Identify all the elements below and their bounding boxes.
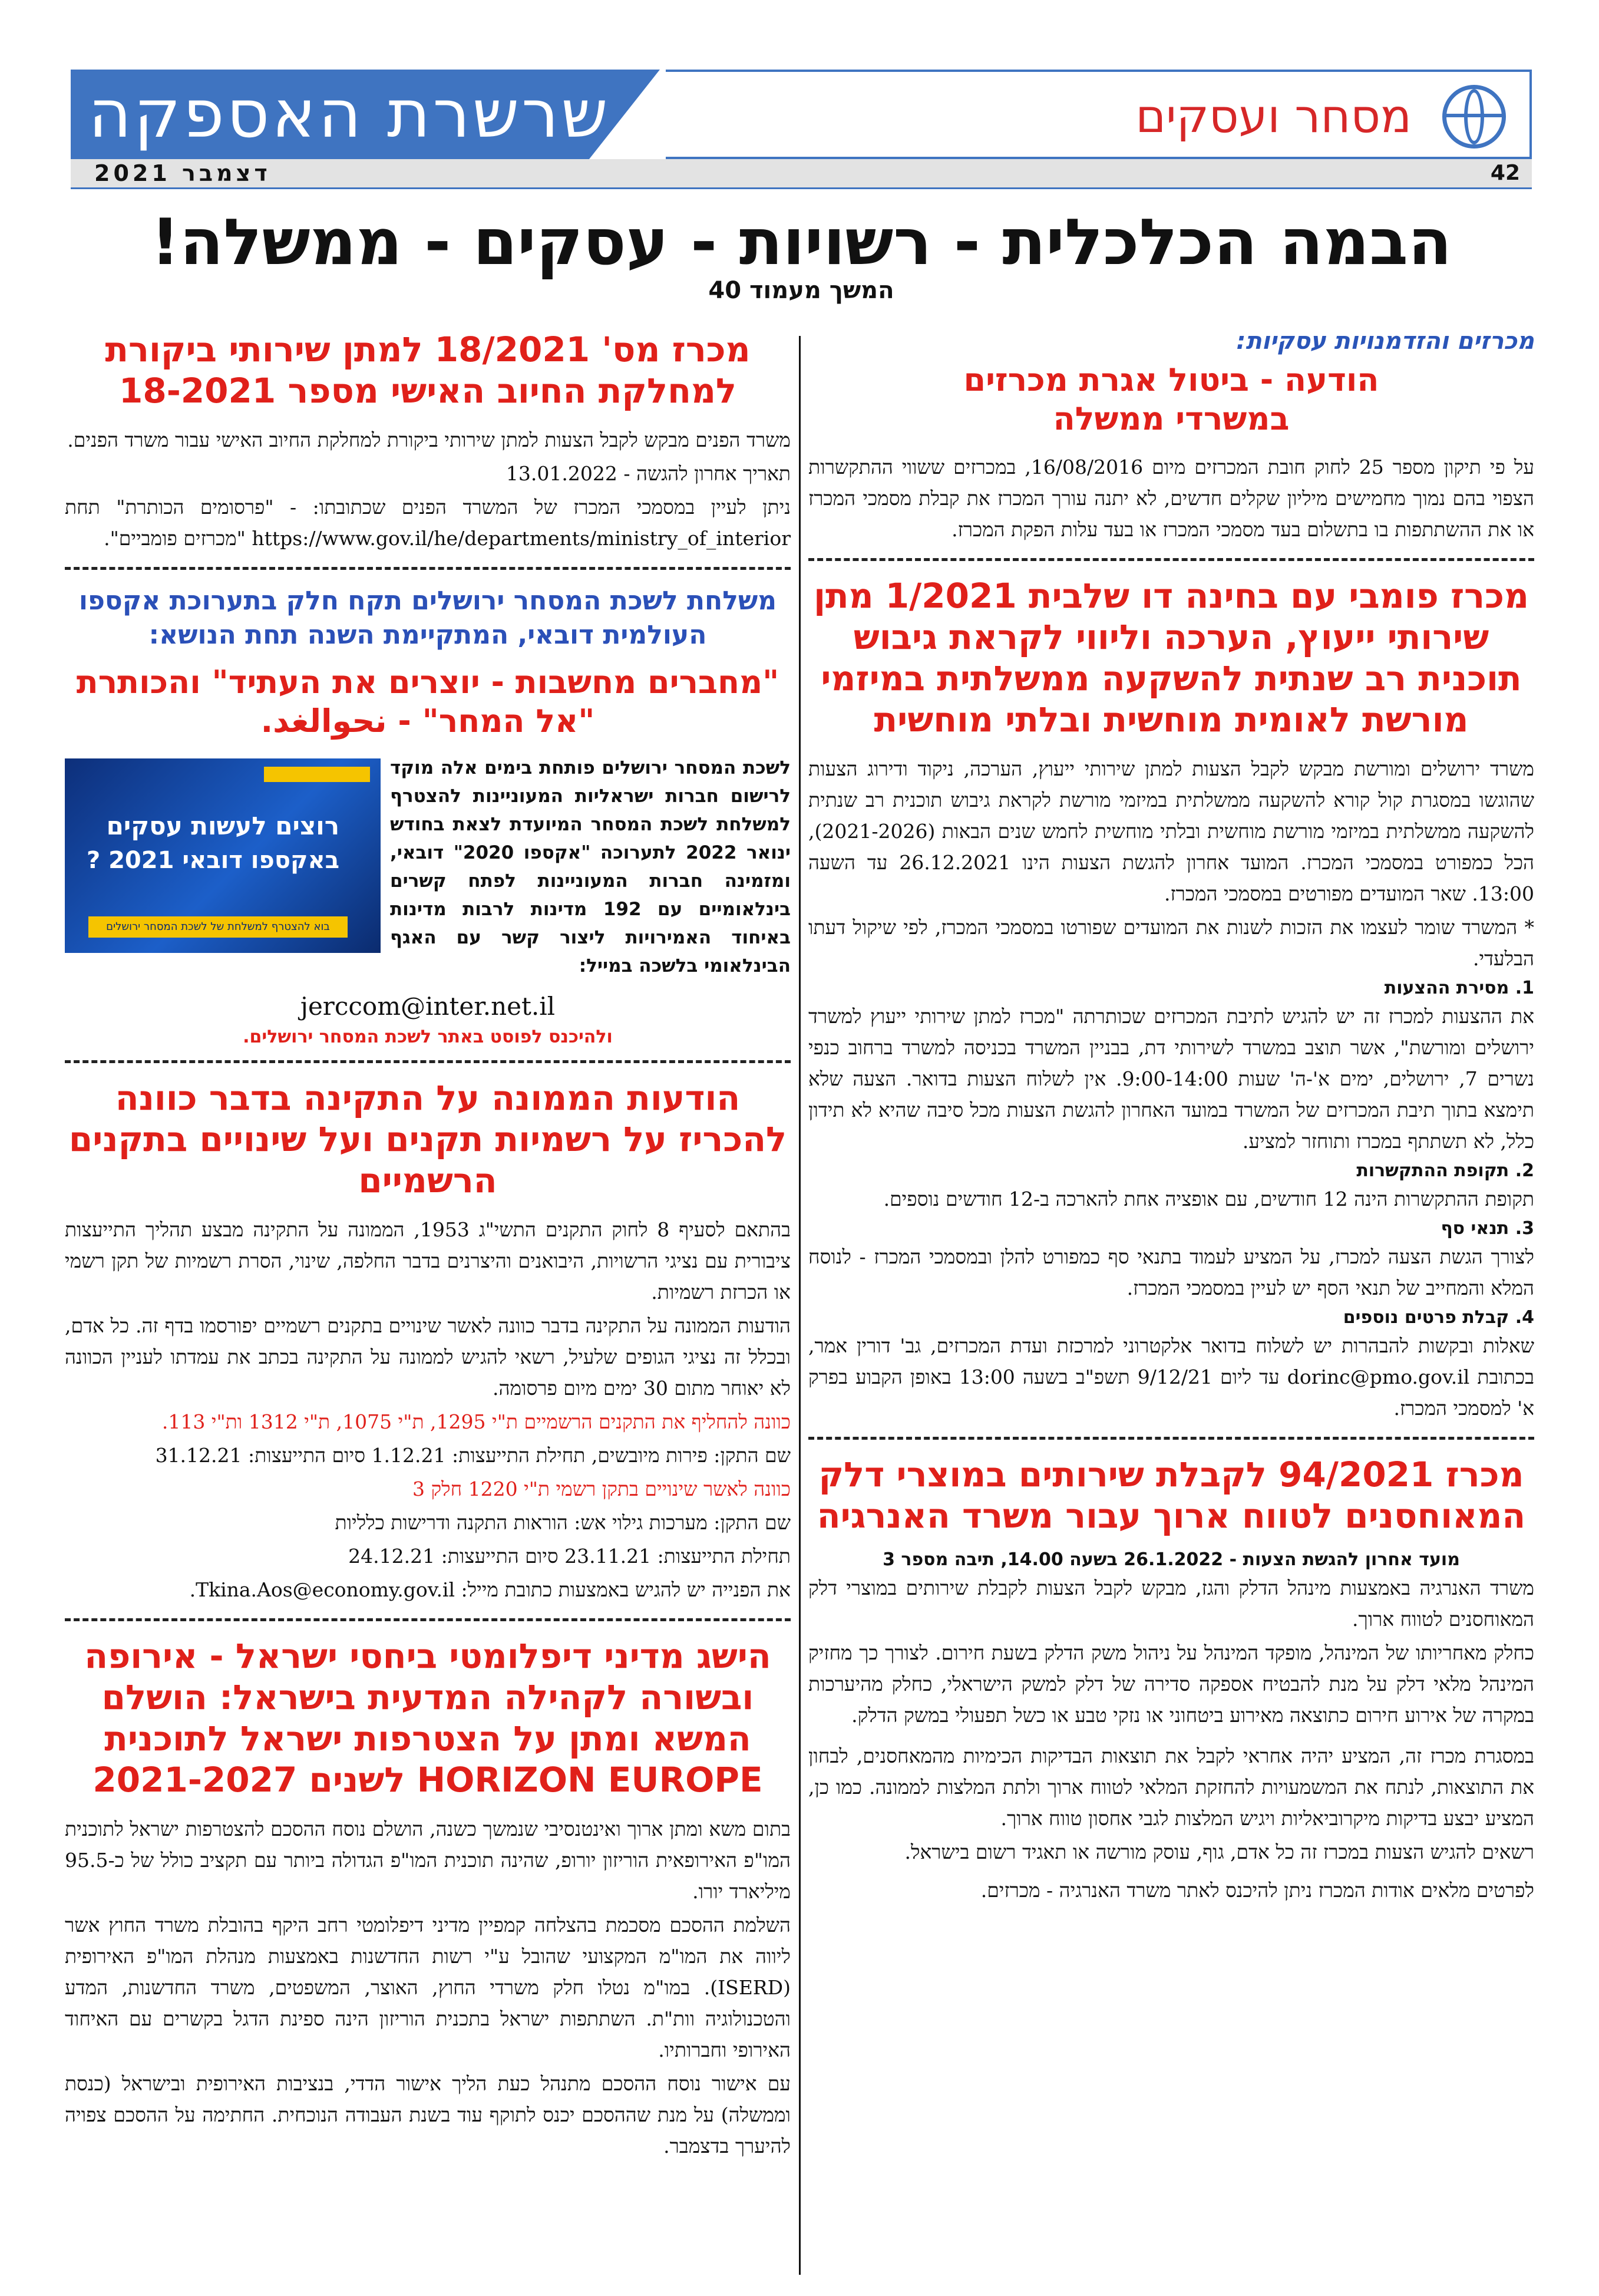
divider xyxy=(65,1060,791,1063)
article-body: בתום משא ומתן ארוך ואינטנסיבי שנמשך כשנה, הושלם נוסח ההסכם להצטרפות ישראל לתוכנית המו"פ האירופאית הוריזון יורופ, שהינה תוכנית המו"פ הגדולה ביותר עם תקציב כולל של כ-95.5 מיליארד יורו. xyxy=(65,1817,791,1903)
article-body: ניתן לעיין במסמכי המכרז של המשרד הפנים שכתובתו: - "פרסומים הכותרת" תחת https://www.gov.il/he/departments/ministry_of_interior "מכרזים פומביים". xyxy=(65,496,791,550)
article-body: לשכת המסחר ירושלים פותחת בימים אלה מוקד לרישום חברות ישראליות המעוניינות להצטרף למשלחת לשכת המסחר המיועדת לצאת בחודש ינואר 2022 לתערוכה "אקספו 2020" דובאי, ומזמינה חברות המעוניינות לפתח קשרים בינלאומיים עם 192 מדינות לרבות מדינות באיחוד האמירויות ליצור קשר עם האגף הבינלאומי בלשכה במייל: xyxy=(390,757,791,977)
issue-date: דצמבר 2021 xyxy=(94,160,271,186)
article-highlight: כוונה לאשר שינויים בתקן רשמי ת"י 1220 חלק 3 xyxy=(412,1477,791,1500)
globe-icon xyxy=(1442,85,1506,149)
column-divider xyxy=(799,336,801,2275)
section-kicker: מכרזים והזדמנויות עסקיות: xyxy=(1236,328,1534,355)
section-title: מסחר ועסקים xyxy=(1135,90,1412,143)
article-body: משרד ירושלים ומורשת מבקש לקבל הצעות למתן שירותי ייעוץ, הערכה, ניקוד ודירוג הצעות שהוגשו במסגרת קול קורא להשקעה ממשלתית במיזמי מורשת לקראת גיבוש תוכנית רב שנתית להשקעה ממשלתית במיזמי מורשת מוחשית ובלתי מוחשית לחמש שנים הבאות (2021-2026), הכל כמפורט במסמכי המכרז. המועד אחרון להגשת הצעות הינו 26.12.2021 עד השעה 13:00. שאר המועדים מפורטים במסמכי המכרז. xyxy=(808,757,1534,905)
article-note: ולהיכנס לפוסט באתר לשכת המסחר ירושלים. xyxy=(243,1027,613,1047)
article-body: על פי תיקון מספר 25 לחוק חובת המכרזים מיום 16/08/2016, במכרזים ששווי ההתקשרות הצפוי בהם נמוך מחמישים מיליון שקלים חדשים, לא יתנה עורך המכרז את קבלת מסמכי המכרז או את ההשתתפות בו בתשלום בעד מסמכי המכרז או בעד עלות הפקת המכרז. xyxy=(808,456,1534,541)
banner-subheadline: באקספו דובאי 2021 ? xyxy=(86,847,339,874)
article-body: לפרטים מלאים אודות המכרז ניתן להיכנס לאתר משרד האנרגיה - מכרזים. xyxy=(980,1879,1534,1902)
article-body: לצורך הגשת הצעה למכרז, על המציע לעמוד בתנאי סף כמפורט להלן ובמסמכי המכרז - לנוסח המלא והמחייב של תנאי הסף יש לעיין במסמכי המכרז. xyxy=(808,1245,1534,1299)
article-subtitle: "מחברים מחשבות - יוצרים את העתיד" והכותרת "אל המחר" - نحوالغد. xyxy=(76,664,779,740)
article-body: במסגרת מכרז זה, המציע יהיה אחראי לקבל את תוצאות הבדיקות הכימיות מהמאחסנים, לבחון את התוצאות, לנתח את המשמעויות להחזקת המלאי לטווח ארוך ולתת המלצות לממונה. כמו כן, המציע יבצע בדיקות מיקרוביאליות ויגיש המלצות לגבי אחסון טווח ארוך. xyxy=(808,1744,1534,1830)
page-header xyxy=(71,70,1532,159)
article-subhead: 1. מסירת ההצעות xyxy=(1384,978,1534,998)
article-body: שאלות ובקשות להבהרות יש לשלוח בדואר אלקטרוני למרכזת ועדת המכרזים, גב' דורין אמר, בכתובת dorinc@pmo.gov.il עד ליום 9/12/21 תשפ"ב בשעה 13:00 באופן הקבוע בפרק א' למסמכי המכרז. xyxy=(808,1334,1534,1420)
article-highlight: כוונה להחליף את התקנים הרשמיים ת"י 1295, ת"י 1075, ת"י 1312 ות"י 113. xyxy=(161,1410,791,1433)
expo-block xyxy=(65,754,791,984)
article-body: שם התקן: פירות מיובשים, תחילת התייעצות: 1.12.21 סיום התייעצות: 31.12.21 xyxy=(155,1444,791,1467)
article-body: כחלק מאחריותו של המינהל, מופקד המינהל על ניהול משק הדלק בשעת חירום. לצורך כך מחזיק המינהל מלאי דלק על מנת להבטיח אספקה סדירה של דלק למשק הישראלי, כחלק מהיערכות במקרה של אירוע חירום כתוצאה מאירוע ביטחוני או נזקי טבע או כשל תפעולי במשק הדלק. xyxy=(808,1641,1534,1727)
article-body: עם אישור נוסח ההסכם מתנהל כעת הליך אישור הדדי, בנציבות האירופית ובישראל (כנסת וממשלה) על מנת שההסכם יכנס לתוקף עוד בשנת העבודה הנוכחית. החתימה על ההסכם צפויה להיערך בדצמבר. xyxy=(65,2072,791,2158)
article-body: את ההצעות למכרז זה יש להגיש לתיבת המכרזים שכותרתה "מכרז למתן שירותי ייעוץ למשרד ירושלים ומורשת", אשר תוצב במשרד לשירותי דת, בבניין המשרד בכניסה למשרד ברחוב כנפי נשרים 7, ירושלים, ימים א'-ה' שעות 9:00-14:00. אין לשלוח הצעות בדואר. הצעה שלא תימצא בתוך תיבת המכרזים של המשרד במועד האחרון להגשת הצעות מכל סיבה שהיא לא תידון כלל, לא תשתתף במכרז ותוחזר למציע. xyxy=(808,1005,1534,1153)
article-deadline: תאריך אחרון להגשה - 13.01.2022 xyxy=(506,462,791,485)
article-title: משלחת לשכת המסחר ירושלים תקח חלק בתערוכת אקספו העולמית דובאי, המתקיימת השנה תחת הנושא: xyxy=(78,586,777,650)
chamber-logo xyxy=(264,767,370,782)
article-subhead: 4. קבלת פרטים נוספים xyxy=(1343,1307,1534,1328)
article-body: רשאים להגיש הצעות במכרז זה כל אדם, גוף, עוסק מורשה או תאגיד רשום בישראל. xyxy=(904,1840,1534,1863)
article-body: הודעות הממונה על התקינה בדבר כוונה לאשר שינויים בתקנים רשמיים יפורסמו בדף זה. כל אדם, ובכלל זה נציגי הגופים שלעיל, רשאי להגיש לממונה על התקינה בכתב את עמדתו לעניין הכוונה לא יאוחר מתום 30 ימים מיום פרסומה. xyxy=(65,1314,791,1400)
article-subhead: 3. תנאי סף xyxy=(1441,1218,1534,1239)
article-title: מכרז 94/2021 לקבלת שירותים במוצרי דלק המאוחסנים לטווח ארוך עבור משרד האנרגיה xyxy=(817,1454,1526,1536)
divider xyxy=(65,1618,791,1621)
article-title: הישג מדיני דיפלומטי ביחסי ישראל - אירופה ובשורה לקהילה המדעית בישראל: הושלם המשא ומתן על הצטרפות ישראל לתוכנית HORIZON EUROPE לשנים 2021-2027 xyxy=(84,1636,771,1800)
article-body: משרד הפנים מבקש לקבל הצעות למתן שירותי ביקורת למחלקת החיוב האישי עבור משרד הפנים. xyxy=(67,428,791,451)
expo-dubai-banner-image xyxy=(65,758,381,953)
article-body: בהתאם לסעיף 8 לחוק התקנים התשי"ג 1953, הממונה על התקינה מבצע תהליך התייעצות ציבורית עם נציגי הרשויות, היבואנים והיצרנים בדבר החלפה, שינוי, הסרת רשמיות של תקן רשמי או הכרזת רשמיות. xyxy=(65,1218,791,1304)
continued-from: המשך מעמוד 40 xyxy=(708,277,894,304)
banner-headline: רוצים לעשות עסקים xyxy=(106,811,339,840)
article-body: * המשרד שומר לעצמו את הזכות לשנות את המועדים שפורטו במסמכי המכרז, לפי שיקול דעתו הבלעדי. xyxy=(808,916,1534,970)
article-body: תחילת התייעצות: 23.11.21 סיום התייעצות: 24.12.21 xyxy=(348,1545,791,1568)
page-number: 42 xyxy=(1490,161,1520,185)
article-title: הודעות הממונה על התקינה בדבר כוונה להכריז על רשמיות תקנים ועל שינויים בתקנים הרשמיים xyxy=(68,1078,787,1200)
article-title: מכרז מס' 18/2021 למתן שירותי ביקורת למחלקת החיוב האישי מספר 18-2021 xyxy=(105,329,751,411)
article-title: הודעה - ביטול אגרת מכרזים במשרדי ממשלה xyxy=(963,361,1379,437)
left-column xyxy=(65,324,791,2164)
article-subhead: 2. תקופת ההתקשרות xyxy=(1356,1160,1534,1181)
article-body: שם התקן: מערכות גילוי אש: הוראות התקנה ודרישות כלליות xyxy=(335,1511,791,1534)
right-column xyxy=(808,324,1534,1908)
contact-email[interactable]: jerccom@inter.net.il xyxy=(300,992,556,1021)
magazine-title: שרשרת האספקה xyxy=(88,76,610,153)
divider xyxy=(65,567,791,570)
article-body: את הפנייה יש להגיש באמצעות כתובת מייל: Tkina.Aos@economy.gov.il. xyxy=(189,1578,791,1601)
article-body: השלמת ההסכם מסכמת בהצלחה קמפיין מדיני דיפלומטי רחב היקף בהובלת משרד החוץ אשר ליווה את המו"מ המקצועי שהובל ע"י רשות החדשנות באמצעות מנהלת המו"פ האירופית (ISERD). במו"מ נטלו חלק משרדי החוץ, האוצר, המשפטים, משרד החדשנות, המדע והטכנולוגיה וות"ת. השתתפות ישראל בתכנית הוריזון הינה ספינת הדגל בקשרים עם האיחוד האירופי וחברותיו. xyxy=(65,1914,791,2061)
article-body: משרד האנרגיה באמצעות מינהל הדלק והגז, מבקש לקבל הצעות לקבלת שירותים במוצרי דלק המאוחסנים לטווח ארוך. xyxy=(808,1576,1534,1631)
divider xyxy=(808,558,1534,561)
article-title: מכרז פומבי עם בחינה דו שלבית 1/2021 מתן שירותי ייעוץ, הערכה וליווי לקראת גיבוש תוכנית רב שנתית להשקעה ממשלתית במיזמי מורשת לאומית מוחשית ובלתי מוחשית xyxy=(814,576,1529,740)
issue-strip xyxy=(71,159,1532,189)
page-title: הבמה הכלכלית - רשויות - עסקים - ממשלה! xyxy=(150,206,1452,279)
article-deadline: מועד אחרון להגשת הצעות - 26.1.2022 בשעה 14.00, תיבה מספר 3 xyxy=(883,1549,1460,1570)
banner-footer: בוא להצטרף למשלחת של לשכת המסחר ירושלים xyxy=(88,916,348,938)
divider xyxy=(808,1437,1534,1440)
section-banner xyxy=(666,70,1532,159)
article-body: תקופת ההתקשרות הינה 12 חודשים, עם אופציה אחת להארכה ב-12 חודשים נוספים. xyxy=(883,1187,1534,1210)
